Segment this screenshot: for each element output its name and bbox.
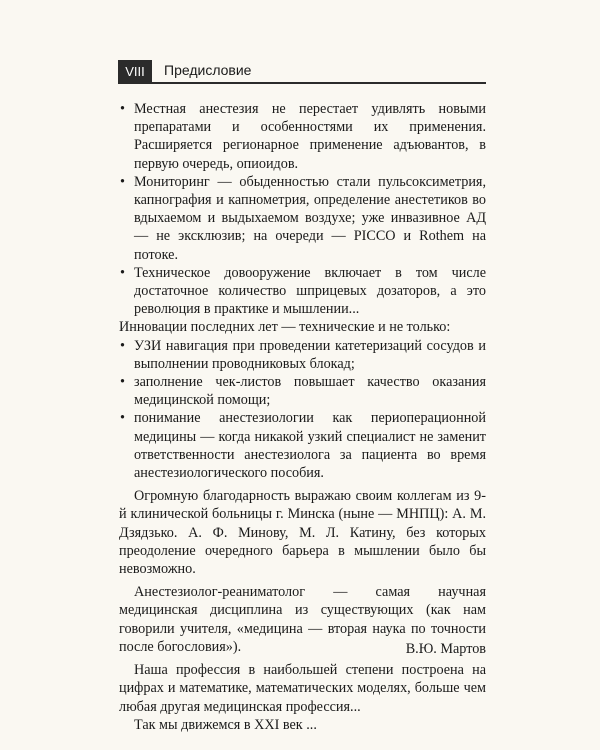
- running-title: Предисловие: [164, 62, 252, 78]
- list-item: [119, 337, 486, 373]
- paragraph-discipline: Анестезиолог-реаниматолог — самая научная медицинская дисциплина из существующих (как нам говорили учителя, «медицина — вторая наука по точности после богословия»).: [119, 584, 486, 655]
- list-item: [119, 100, 486, 173]
- list-item: [119, 173, 486, 264]
- bullet-icon: •: [120, 264, 125, 281]
- paragraph-profession: Наша профессия в наибольшей степени построена на цифрах и математике, математических моделях, больше чем любая другая медицинская профессия...: [119, 662, 486, 715]
- list-item-text: Техническое довооружение включает в том числе достаточное количество шприцевых дозаторов, а это революция в практике и мышлении...: [134, 264, 486, 318]
- list-item: [119, 409, 486, 482]
- paragraph-closing: Так мы движемся в XXI век ...: [134, 716, 317, 733]
- bullet-icon: •: [120, 374, 125, 391]
- header-rule: [152, 82, 486, 84]
- paragraph-gratitude: Огромную благодарность выражаю своим коллегам из 9-й клинической больницы г. Минска (ныне — МНПЦ): А. М. Дзядзько. А. Ф. Минову, М. Л. Катину, без которых преодоление очередного барьера в мышлении было бы невозможно.: [119, 488, 486, 578]
- body-text: [119, 100, 486, 734]
- list-item-text: заполнение чек-листов повышает качество оказания медицинской помощи;: [134, 374, 486, 409]
- bullet-icon: •: [120, 101, 125, 117]
- page-number: VIII: [118, 60, 152, 84]
- bullet-icon: •: [120, 410, 125, 427]
- list-item: [119, 373, 486, 409]
- page-header: [118, 60, 486, 84]
- bullet-icon: •: [120, 337, 125, 354]
- list-item-text: понимание анестезиологии как периоперационной медицины — когда никакой узкий специалист не заменит ответственности анестезиолога за пациента во время анестезиологического пособия.: [134, 410, 486, 482]
- list-item-text: Мониторинг — обыденностью стали пульсоксиметрия, капнография и капнометрия, определение анестетиков во вдыхаемом и выдыхаемом воздухе; уже инвазивное АД — не эксклюзив; на очереди — PICCO и Rothem на потоке.: [134, 173, 486, 263]
- bullet-icon: •: [120, 173, 125, 190]
- innovations-intro: Инновации последних лет — технические и не только:: [119, 319, 451, 336]
- author-signature: В.Ю. Мартов: [405, 641, 486, 657]
- list-item-text: Местная анестезия не перестает удивлять новыми препаратами и особенностями их применения. Расширяется регионарное применение адъювантов, в первую очередь, опиоидов.: [134, 101, 486, 172]
- list-item-text: УЗИ навигация при проведении катетеризаций сосудов и выполнении проводниковых блокад;: [134, 337, 486, 372]
- list-item: [119, 264, 486, 319]
